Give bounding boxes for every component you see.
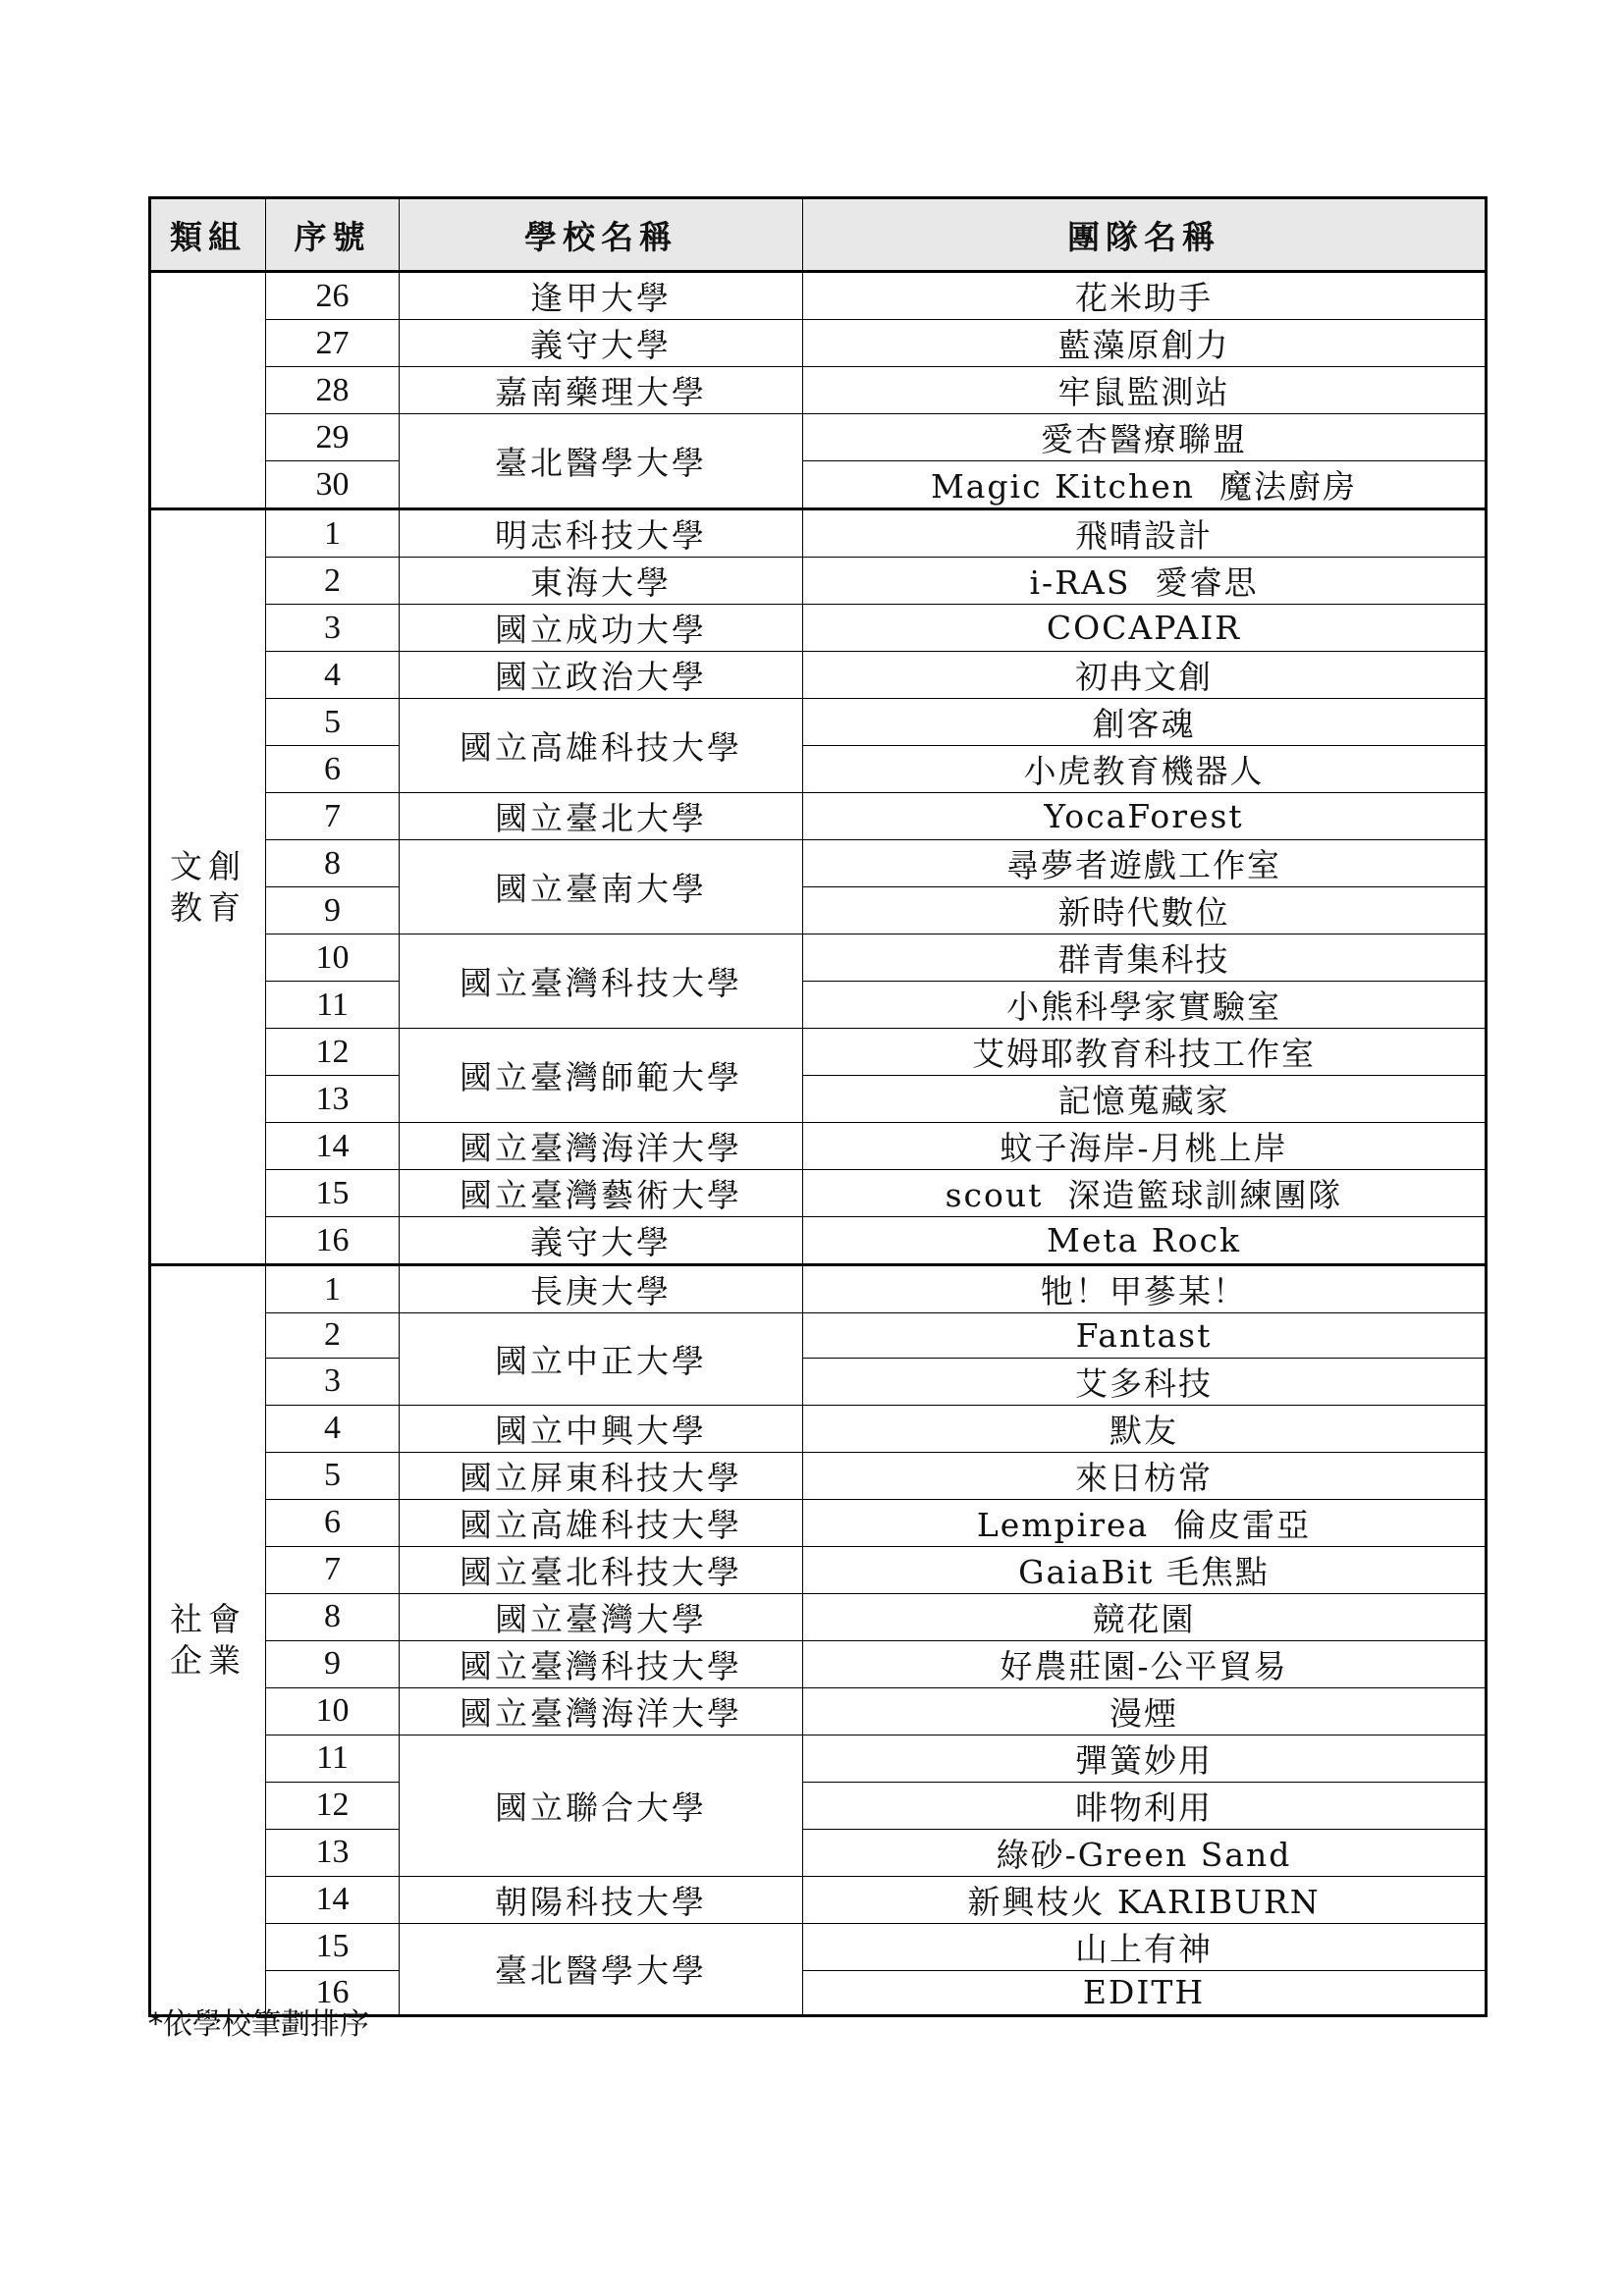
table-row (150, 414, 1487, 461)
header-row (150, 198, 1487, 272)
number-cell: 7 (266, 1546, 400, 1593)
table-header (150, 198, 1487, 272)
category-cell: 社會 企業 (150, 1265, 266, 2016)
school-cell: 國立臺灣藝術大學 (400, 1170, 803, 1217)
team-cell: Lempirea 倫皮雷亞 (803, 1499, 1487, 1546)
school-cell: 東海大學 (400, 558, 803, 605)
table-row (150, 699, 1487, 746)
team-cell: 漫煙 (803, 1687, 1487, 1735)
team-cell: Meta Rock (803, 1217, 1487, 1265)
table-row (150, 1923, 1487, 1970)
team-cell: 藍藻原創力 (803, 320, 1487, 367)
school-cell: 逢甲大學 (400, 272, 803, 320)
team-cell: 記憶蒐藏家 (803, 1076, 1487, 1123)
school-cell: 國立臺灣大學 (400, 1593, 803, 1640)
team-cell: 新興枝火 KARIBURN (803, 1876, 1487, 1923)
table-row (150, 1217, 1487, 1265)
team-cell: scout 深造籃球訓練團隊 (803, 1170, 1487, 1217)
school-cell: 國立中興大學 (400, 1405, 803, 1452)
number-cell: 13 (266, 1829, 400, 1876)
school-cell: 國立中正大學 (400, 1313, 803, 1406)
table-row (150, 934, 1487, 982)
table-row (150, 605, 1487, 652)
team-cell: 默友 (803, 1405, 1487, 1452)
school-cell: 朝陽科技大學 (400, 1876, 803, 1923)
team-cell: 綠砂-Green Sand (803, 1829, 1487, 1876)
number-cell: 29 (266, 414, 400, 461)
team-cell: Fantast (803, 1313, 1487, 1359)
number-cell: 10 (266, 934, 400, 982)
team-cell: Magic Kitchen 魔法廚房 (803, 461, 1487, 509)
team-cell: 牢鼠監測站 (803, 367, 1487, 414)
number-cell: 30 (266, 461, 400, 509)
school-cell: 嘉南藥理大學 (400, 367, 803, 414)
number-cell: 14 (266, 1123, 400, 1170)
table-row (150, 1735, 1487, 1782)
number-cell: 16 (266, 1217, 400, 1265)
table-row (150, 1876, 1487, 1923)
team-cell: 啡物利用 (803, 1782, 1487, 1829)
school-cell: 長庚大學 (400, 1265, 803, 1313)
team-cell: 新時代數位 (803, 887, 1487, 934)
number-cell: 7 (266, 793, 400, 840)
number-cell: 14 (266, 1876, 400, 1923)
header-school: 學校名稱 (400, 198, 803, 272)
school-cell: 國立臺北科技大學 (400, 1546, 803, 1593)
team-cell: 小熊科學家實驗室 (803, 982, 1487, 1029)
number-cell: 8 (266, 1593, 400, 1640)
number-cell: 16 (266, 1970, 400, 2016)
team-cell: 愛杏醫療聯盟 (803, 414, 1487, 461)
number-cell: 5 (266, 1452, 400, 1499)
table-body (150, 272, 1487, 2016)
school-cell: 臺北醫學大學 (400, 414, 803, 509)
table-row (150, 1123, 1487, 1170)
team-cell: i-RAS 愛睿思 (803, 558, 1487, 605)
table-row (150, 367, 1487, 414)
team-cell: 好農莊園-公平貿易 (803, 1640, 1487, 1687)
number-cell: 8 (266, 840, 400, 887)
number-cell: 2 (266, 1313, 400, 1359)
number-cell: 4 (266, 652, 400, 699)
table-row (150, 1499, 1487, 1546)
number-cell: 28 (266, 367, 400, 414)
table-row (150, 793, 1487, 840)
table-row (150, 272, 1487, 320)
team-cell: 蚊子海岸-月桃上岸 (803, 1123, 1487, 1170)
number-cell: 12 (266, 1782, 400, 1829)
number-cell: 11 (266, 1735, 400, 1782)
table-row (150, 746, 1487, 793)
school-cell: 國立臺灣科技大學 (400, 934, 803, 1029)
school-cell: 義守大學 (400, 1217, 803, 1265)
school-cell: 臺北醫學大學 (400, 1923, 803, 2016)
header-team: 團隊名稱 (803, 198, 1487, 272)
number-cell: 9 (266, 887, 400, 934)
school-cell: 國立臺灣海洋大學 (400, 1687, 803, 1735)
team-cell: 初冉文創 (803, 652, 1487, 699)
award-list-table (148, 196, 1488, 2017)
school-cell: 義守大學 (400, 320, 803, 367)
school-cell: 國立高雄科技大學 (400, 1499, 803, 1546)
team-cell: 花米助手 (803, 272, 1487, 320)
number-cell: 26 (266, 272, 400, 320)
table-row (150, 1029, 1487, 1076)
number-cell: 6 (266, 1499, 400, 1546)
team-cell: 小虎教育機器人 (803, 746, 1487, 793)
table-row (150, 1313, 1487, 1359)
team-cell: COCAPAIR (803, 605, 1487, 652)
number-cell: 27 (266, 320, 400, 367)
team-cell: 艾姆耶教育科技工作室 (803, 1029, 1487, 1076)
number-cell: 9 (266, 1640, 400, 1687)
footnote: *依學校筆劃排序 (148, 2007, 369, 2042)
table-row (150, 1405, 1487, 1452)
team-cell: 彈簧妙用 (803, 1735, 1487, 1782)
table-row (150, 1687, 1487, 1735)
table-row (150, 1782, 1487, 1829)
team-cell: 來日枋常 (803, 1452, 1487, 1499)
table-row (150, 840, 1487, 887)
team-cell: EDITH (803, 1970, 1487, 2016)
school-cell: 國立臺灣師範大學 (400, 1029, 803, 1123)
number-cell: 15 (266, 1170, 400, 1217)
table-row (150, 1593, 1487, 1640)
number-cell: 13 (266, 1076, 400, 1123)
table-row (150, 509, 1487, 558)
team-cell: 競花園 (803, 1593, 1487, 1640)
school-cell: 國立臺灣科技大學 (400, 1640, 803, 1687)
school-cell: 國立成功大學 (400, 605, 803, 652)
table-row (150, 1076, 1487, 1123)
header-number: 序號 (266, 198, 400, 272)
number-cell: 1 (266, 509, 400, 558)
table-row (150, 1358, 1487, 1405)
team-cell: 尋夢者遊戲工作室 (803, 840, 1487, 887)
table-row (150, 1170, 1487, 1217)
table-row (150, 652, 1487, 699)
team-cell: 艾多科技 (803, 1358, 1487, 1405)
number-cell: 10 (266, 1687, 400, 1735)
number-cell: 6 (266, 746, 400, 793)
school-cell: 國立高雄科技大學 (400, 699, 803, 793)
team-cell: 創客魂 (803, 699, 1487, 746)
table-row (150, 1640, 1487, 1687)
table-row (150, 461, 1487, 509)
school-cell: 明志科技大學 (400, 509, 803, 558)
number-cell: 5 (266, 699, 400, 746)
number-cell: 11 (266, 982, 400, 1029)
number-cell: 4 (266, 1405, 400, 1452)
school-cell: 國立臺灣海洋大學 (400, 1123, 803, 1170)
team-cell: 群青集科技 (803, 934, 1487, 982)
number-cell: 12 (266, 1029, 400, 1076)
school-cell: 國立臺北大學 (400, 793, 803, 840)
table-row (150, 1546, 1487, 1593)
table-row (150, 1452, 1487, 1499)
table-row (150, 320, 1487, 367)
table-row (150, 1829, 1487, 1876)
header-category: 類組 (150, 198, 266, 272)
school-cell: 國立聯合大學 (400, 1735, 803, 1876)
category-cell: 文創 教育 (150, 509, 266, 1265)
number-cell: 3 (266, 605, 400, 652)
school-cell: 國立臺南大學 (400, 840, 803, 934)
number-cell: 3 (266, 1358, 400, 1405)
team-cell: GaiaBit 毛焦點 (803, 1546, 1487, 1593)
table-row (150, 1265, 1487, 1313)
number-cell: 15 (266, 1923, 400, 1970)
table-row (150, 982, 1487, 1029)
number-cell: 1 (266, 1265, 400, 1313)
team-cell: YocaForest (803, 793, 1487, 840)
school-cell: 國立政治大學 (400, 652, 803, 699)
category-cell (150, 272, 266, 509)
table-row (150, 558, 1487, 605)
school-cell: 國立屏東科技大學 (400, 1452, 803, 1499)
team-cell: 飛晴設計 (803, 509, 1487, 558)
table-row (150, 887, 1487, 934)
team-cell: 山上有神 (803, 1923, 1487, 1970)
number-cell: 2 (266, 558, 400, 605)
team-cell: 牠！甲蔘某！ (803, 1265, 1487, 1313)
